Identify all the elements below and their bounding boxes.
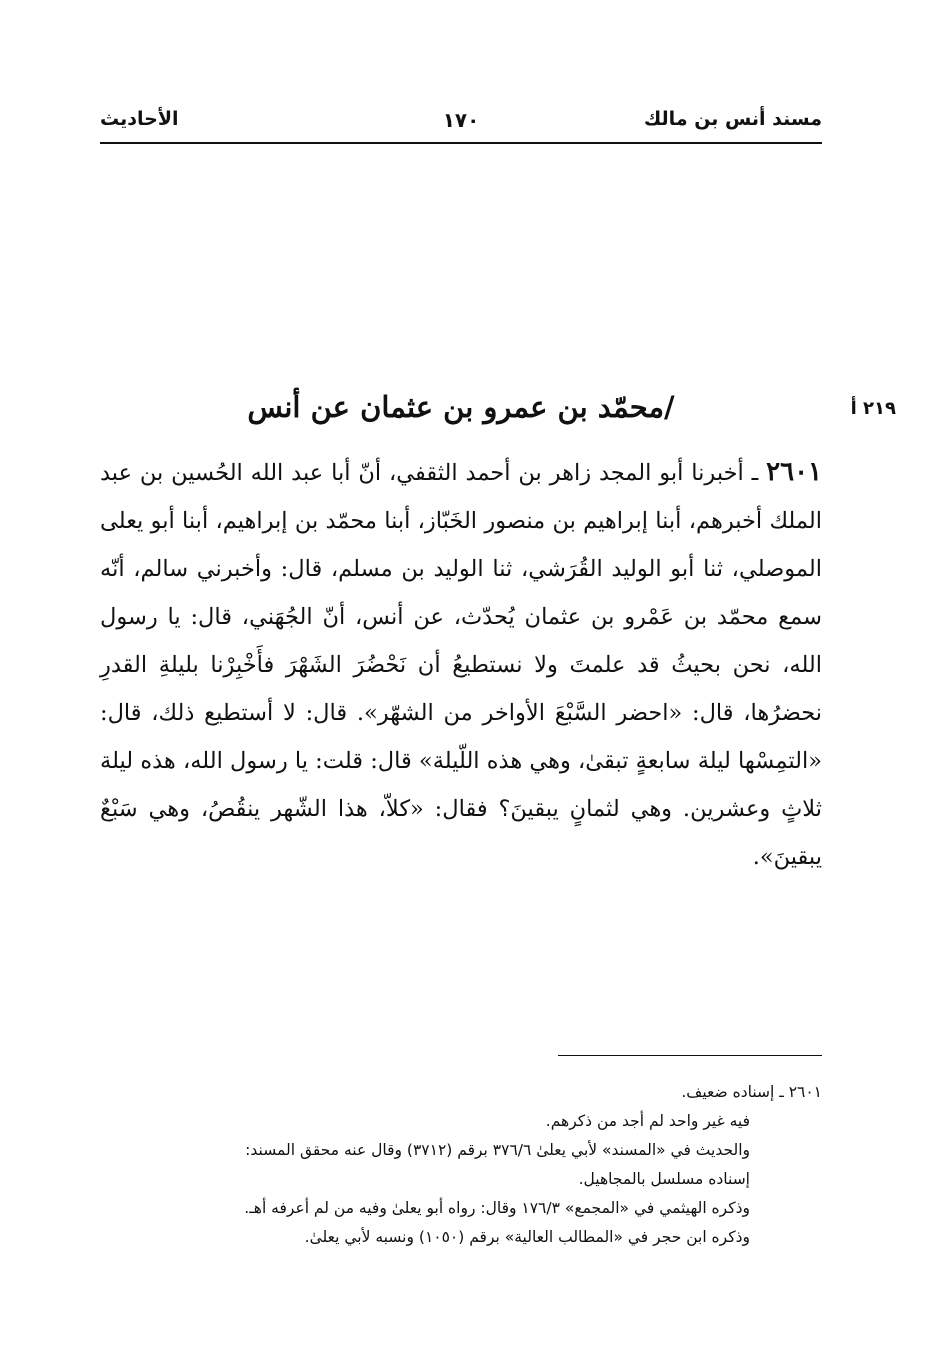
footnote-line: فيه غير واحد لم أجد من ذكرهم. xyxy=(545,1112,750,1130)
footnote-line: والحديث في «المسند» لأبي يعلىٰ ٣٧٦/٦ برقم (٣٧١٢) وقال عنه محقق المسند: xyxy=(245,1141,750,1159)
section-title: /محمّد بن عمرو بن عثمان عن أنس xyxy=(247,390,675,424)
footnote-line: وذكره ابن حجر في «المطالب العالية» برقم (١٠٥٠) ونسبه لأبي يعلىٰ. xyxy=(304,1228,750,1246)
header-divider xyxy=(100,142,822,144)
running-header xyxy=(100,108,822,138)
hadith-text-block xyxy=(100,448,822,881)
header-book-title: مسند أنس بن مالك xyxy=(643,108,822,130)
footnote-divider xyxy=(558,1055,822,1056)
footnote-line: ٢٦٠١ ـ إسناده ضعيف. xyxy=(681,1083,822,1101)
footnote-line: إسناده مسلسل بالمجاهيل. xyxy=(578,1170,750,1188)
page-number: ١٧٠ xyxy=(442,108,480,132)
hadith-text: ـ أخبرنا أبو المجد زاهر بن أحمد الثقفي، أنّ أبا عبد الله الحُسين بن عبد الملك أخبرهم، أبنا إبراهيم بن منصور الخَبّاز، أبنا محمّد بن إبراهيم، أبنا أبو يعلى الموصلي، ثنا أبو الوليد القُرَشي، ثنا الوليد بن مسلم، قال: وأخبرني سالم، أنّه سمع محمّد بن عَمْرو بن عثمان يُحدّث، عن أنس، أنّ الجُهَني، قال: يا رسول الله، نحن بحيثُ قد علمتَ ولا نستطيعُ أن نَحْضُرَ الشَهْرَ فأَخْبِرْنا بليلةِ القدرِ نحضرُها، قال: «احضر السَّبْعَ الأواخر من الشهّر». قال: لا أستطيع ذلك، قال: «التمِسْها ليلة سابعةٍ تبقىٰ، وهي هذه اللّيلة» قال: قلت: يا رسول الله، هذه ليلة ثلاثٍ وعشرين. وهي لثمانٍ يبقينَ؟ فقال: «كلاّ، هذا الشّهر ينقُصُ، وهي سَبْعٌ يبقينَ». xyxy=(100,460,822,870)
hadith-number: ٢٦٠١ xyxy=(766,457,822,487)
header-section-name: الأحاديث xyxy=(100,108,179,130)
footnote-line: وذكره الهيثمي في «المجمع» ١٧٦/٣ وقال: رواه أبو يعلىٰ وفيه من لم أعرفه أهـ. xyxy=(244,1199,750,1217)
footnotes xyxy=(100,1078,822,1252)
manuscript-folio-marker: ٢١٩ أ xyxy=(850,398,896,419)
